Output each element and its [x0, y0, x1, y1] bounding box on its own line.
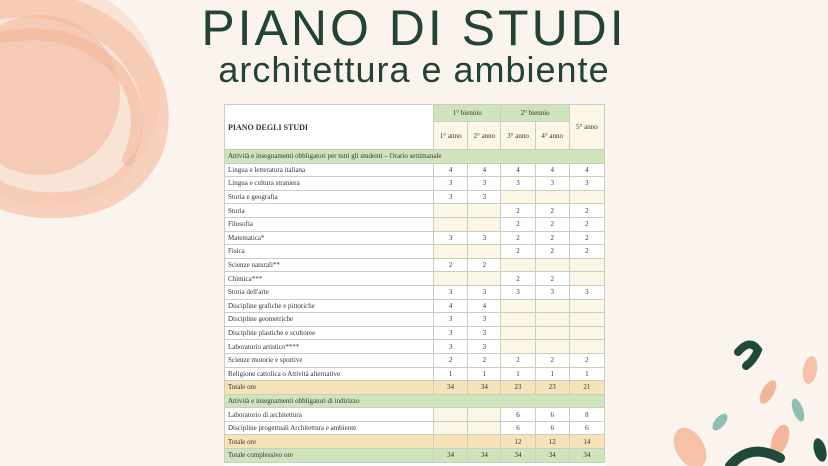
subject-name: Discipline grafiche e pittoriche [225, 299, 434, 313]
hours-cell: 2 [535, 245, 569, 259]
study-plan-table-container [224, 104, 605, 466]
hours-cell: 2 [501, 272, 535, 286]
page-subtitle: architettura e ambiente [218, 49, 610, 90]
hours-cell: 2 [569, 353, 604, 367]
hours-cell [434, 272, 468, 286]
hours-cell [569, 299, 604, 313]
hours-cell: 3 [535, 177, 569, 191]
subject-name: Laboratorio artistico**** [225, 340, 434, 354]
study-plan-table [224, 104, 605, 463]
total-hours-cell: 21 [569, 381, 604, 395]
hours-cell [569, 326, 604, 340]
total-hours-cell: 14 [569, 435, 604, 449]
table-row [225, 245, 605, 259]
table-row [225, 285, 605, 299]
table-row [225, 421, 605, 435]
hours-cell: 8 [569, 408, 604, 422]
hours-cell [501, 190, 535, 204]
hours-cell: 2 [434, 353, 468, 367]
hours-cell: 2 [468, 258, 501, 272]
hours-cell: 2 [535, 272, 569, 286]
table-row [225, 313, 605, 327]
table-row [225, 367, 605, 381]
group-header-first-biennium: 1° biennio [434, 105, 501, 122]
leaf-cluster-decoration [620, 330, 828, 466]
hours-cell: 3 [434, 285, 468, 299]
total-hours-cell: 12 [501, 435, 535, 449]
hours-cell: 2 [569, 231, 604, 245]
year-header-2: 2° anno [468, 122, 501, 150]
subject-name: Discipline progettuali Architettura e ambiente [225, 421, 434, 435]
hours-cell: 6 [535, 421, 569, 435]
hours-cell [468, 421, 501, 435]
section-title: Attività e insegnamenti obbligatori per tutti gli studenti – Orario settimanale [225, 150, 605, 164]
hours-cell: 3 [434, 177, 468, 191]
subject-name: Laboratorio di architettura [225, 408, 434, 422]
hours-cell: 4 [501, 163, 535, 177]
hours-cell: 4 [468, 163, 501, 177]
hours-cell: 6 [501, 408, 535, 422]
hours-cell: 2 [535, 231, 569, 245]
hours-cell [434, 217, 468, 231]
hours-cell [501, 258, 535, 272]
hours-cell [434, 204, 468, 218]
hours-cell: 2 [501, 245, 535, 259]
total-row [225, 435, 605, 449]
table-row [225, 258, 605, 272]
table-row [225, 326, 605, 340]
hours-cell [569, 190, 604, 204]
hours-cell [569, 258, 604, 272]
grand-total-hours-cell: 34 [535, 449, 569, 463]
hours-cell: 2 [501, 204, 535, 218]
section-header-row [225, 150, 605, 164]
total-hours-cell: 34 [434, 381, 468, 395]
hours-cell [535, 299, 569, 313]
hours-cell [535, 340, 569, 354]
hours-cell: 2 [434, 258, 468, 272]
hours-cell: 3 [468, 313, 501, 327]
total-hours-cell: 23 [501, 381, 535, 395]
hours-cell: 3 [434, 313, 468, 327]
total-hours-cell [468, 435, 501, 449]
section-title: Attività e insegnamenti obbligatori di indirizzo [225, 394, 605, 408]
group-header-second-biennium: 2° biennio [501, 105, 569, 122]
hours-cell [501, 299, 535, 313]
hours-cell [535, 190, 569, 204]
hours-cell: 3 [434, 190, 468, 204]
hours-cell [535, 326, 569, 340]
total-hours-cell: 12 [535, 435, 569, 449]
hours-cell [434, 245, 468, 259]
total-label: Totale ore [225, 435, 434, 449]
hours-cell: 3 [501, 177, 535, 191]
subject-name: Storia dell'arte [225, 285, 434, 299]
hours-cell: 2 [501, 353, 535, 367]
hours-cell [569, 272, 604, 286]
hours-cell: 4 [535, 163, 569, 177]
table-row [225, 340, 605, 354]
subject-name: Storia [225, 204, 434, 218]
grand-total-label: Totale complessivo ore [225, 449, 434, 463]
year-header-3: 3° anno [501, 122, 535, 150]
hours-cell: 2 [468, 353, 501, 367]
subject-name: Lingua e cultura straniera [225, 177, 434, 191]
hours-cell: 3 [468, 231, 501, 245]
total-hours-cell: 34 [468, 381, 501, 395]
hours-cell [501, 340, 535, 354]
subject-name: Chimica*** [225, 272, 434, 286]
hours-cell [535, 313, 569, 327]
section-header-row [225, 394, 605, 408]
hours-cell: 2 [501, 231, 535, 245]
hours-cell: 2 [535, 353, 569, 367]
hours-cell [501, 313, 535, 327]
hours-cell [468, 245, 501, 259]
hours-cell [434, 408, 468, 422]
subject-name: Discipline geometriche [225, 313, 434, 327]
hours-cell: 1 [535, 367, 569, 381]
hours-cell: 4 [434, 299, 468, 313]
hours-cell: 2 [569, 217, 604, 231]
table-row [225, 163, 605, 177]
table-row [225, 272, 605, 286]
hours-cell: 2 [569, 245, 604, 259]
hours-cell: 3 [569, 177, 604, 191]
hours-cell: 4 [569, 163, 604, 177]
hours-cell: 3 [434, 326, 468, 340]
hours-cell: 2 [569, 204, 604, 218]
grand-total-hours-cell: 34 [468, 449, 501, 463]
hours-cell: 1 [434, 367, 468, 381]
hours-cell [468, 408, 501, 422]
hours-cell: 3 [468, 190, 501, 204]
grand-total-hours-cell: 34 [434, 449, 468, 463]
subject-name: Scienze naturali** [225, 258, 434, 272]
hours-cell: 3 [569, 285, 604, 299]
hours-cell [535, 258, 569, 272]
subject-name: Matematica* [225, 231, 434, 245]
hours-cell: 1 [569, 367, 604, 381]
table-row [225, 408, 605, 422]
page-title: PIANO DI STUDI [201, 0, 627, 56]
hours-cell: 2 [501, 217, 535, 231]
hours-cell: 3 [468, 340, 501, 354]
grand-total-hours-cell: 34 [569, 449, 604, 463]
table-row [225, 231, 605, 245]
year-header-1: 1° anno [434, 122, 468, 150]
table-row [225, 299, 605, 313]
grand-total-hours-cell: 34 [501, 449, 535, 463]
subject-name: Fisica [225, 245, 434, 259]
corner-label: PIANO DEGLI STUDI [225, 105, 434, 150]
subject-name: Storia e geografia [225, 190, 434, 204]
group-header-row [225, 105, 605, 122]
hours-cell: 3 [434, 231, 468, 245]
hours-cell [569, 313, 604, 327]
grand-total-row [225, 449, 605, 463]
total-hours-cell [434, 435, 468, 449]
hours-cell: 3 [434, 340, 468, 354]
table-row [225, 204, 605, 218]
total-hours-cell: 23 [535, 381, 569, 395]
hours-cell: 6 [501, 421, 535, 435]
hours-cell: 2 [535, 217, 569, 231]
hours-cell: 4 [468, 299, 501, 313]
hours-cell [434, 421, 468, 435]
hours-cell: 2 [535, 204, 569, 218]
table-row [225, 353, 605, 367]
total-row [225, 381, 605, 395]
table-row [225, 190, 605, 204]
hours-cell: 6 [569, 421, 604, 435]
year-header-5: 5° anno [569, 105, 604, 150]
hours-cell: 4 [434, 163, 468, 177]
subject-name: Scienze motorie e sportive [225, 353, 434, 367]
subject-name: Filosofia [225, 217, 434, 231]
hours-cell [468, 272, 501, 286]
table-row [225, 177, 605, 191]
hours-cell: 1 [468, 367, 501, 381]
year-header-4: 4° anno [535, 122, 569, 150]
table-row [225, 217, 605, 231]
hours-cell: 6 [535, 408, 569, 422]
hours-cell: 3 [468, 285, 501, 299]
hours-cell: 3 [535, 285, 569, 299]
hours-cell [501, 326, 535, 340]
subject-name: Discipline plastiche e scultoree [225, 326, 434, 340]
subject-name: Lingua e letteratura italiana [225, 163, 434, 177]
subject-name: Religione cattolica o Attività alternative [225, 367, 434, 381]
hours-cell: 3 [468, 177, 501, 191]
total-label: Totale ore [225, 381, 434, 395]
hours-cell [468, 204, 501, 218]
hours-cell: 3 [501, 285, 535, 299]
hours-cell [569, 340, 604, 354]
hours-cell: 1 [501, 367, 535, 381]
hours-cell: 3 [468, 326, 501, 340]
hours-cell [468, 217, 501, 231]
